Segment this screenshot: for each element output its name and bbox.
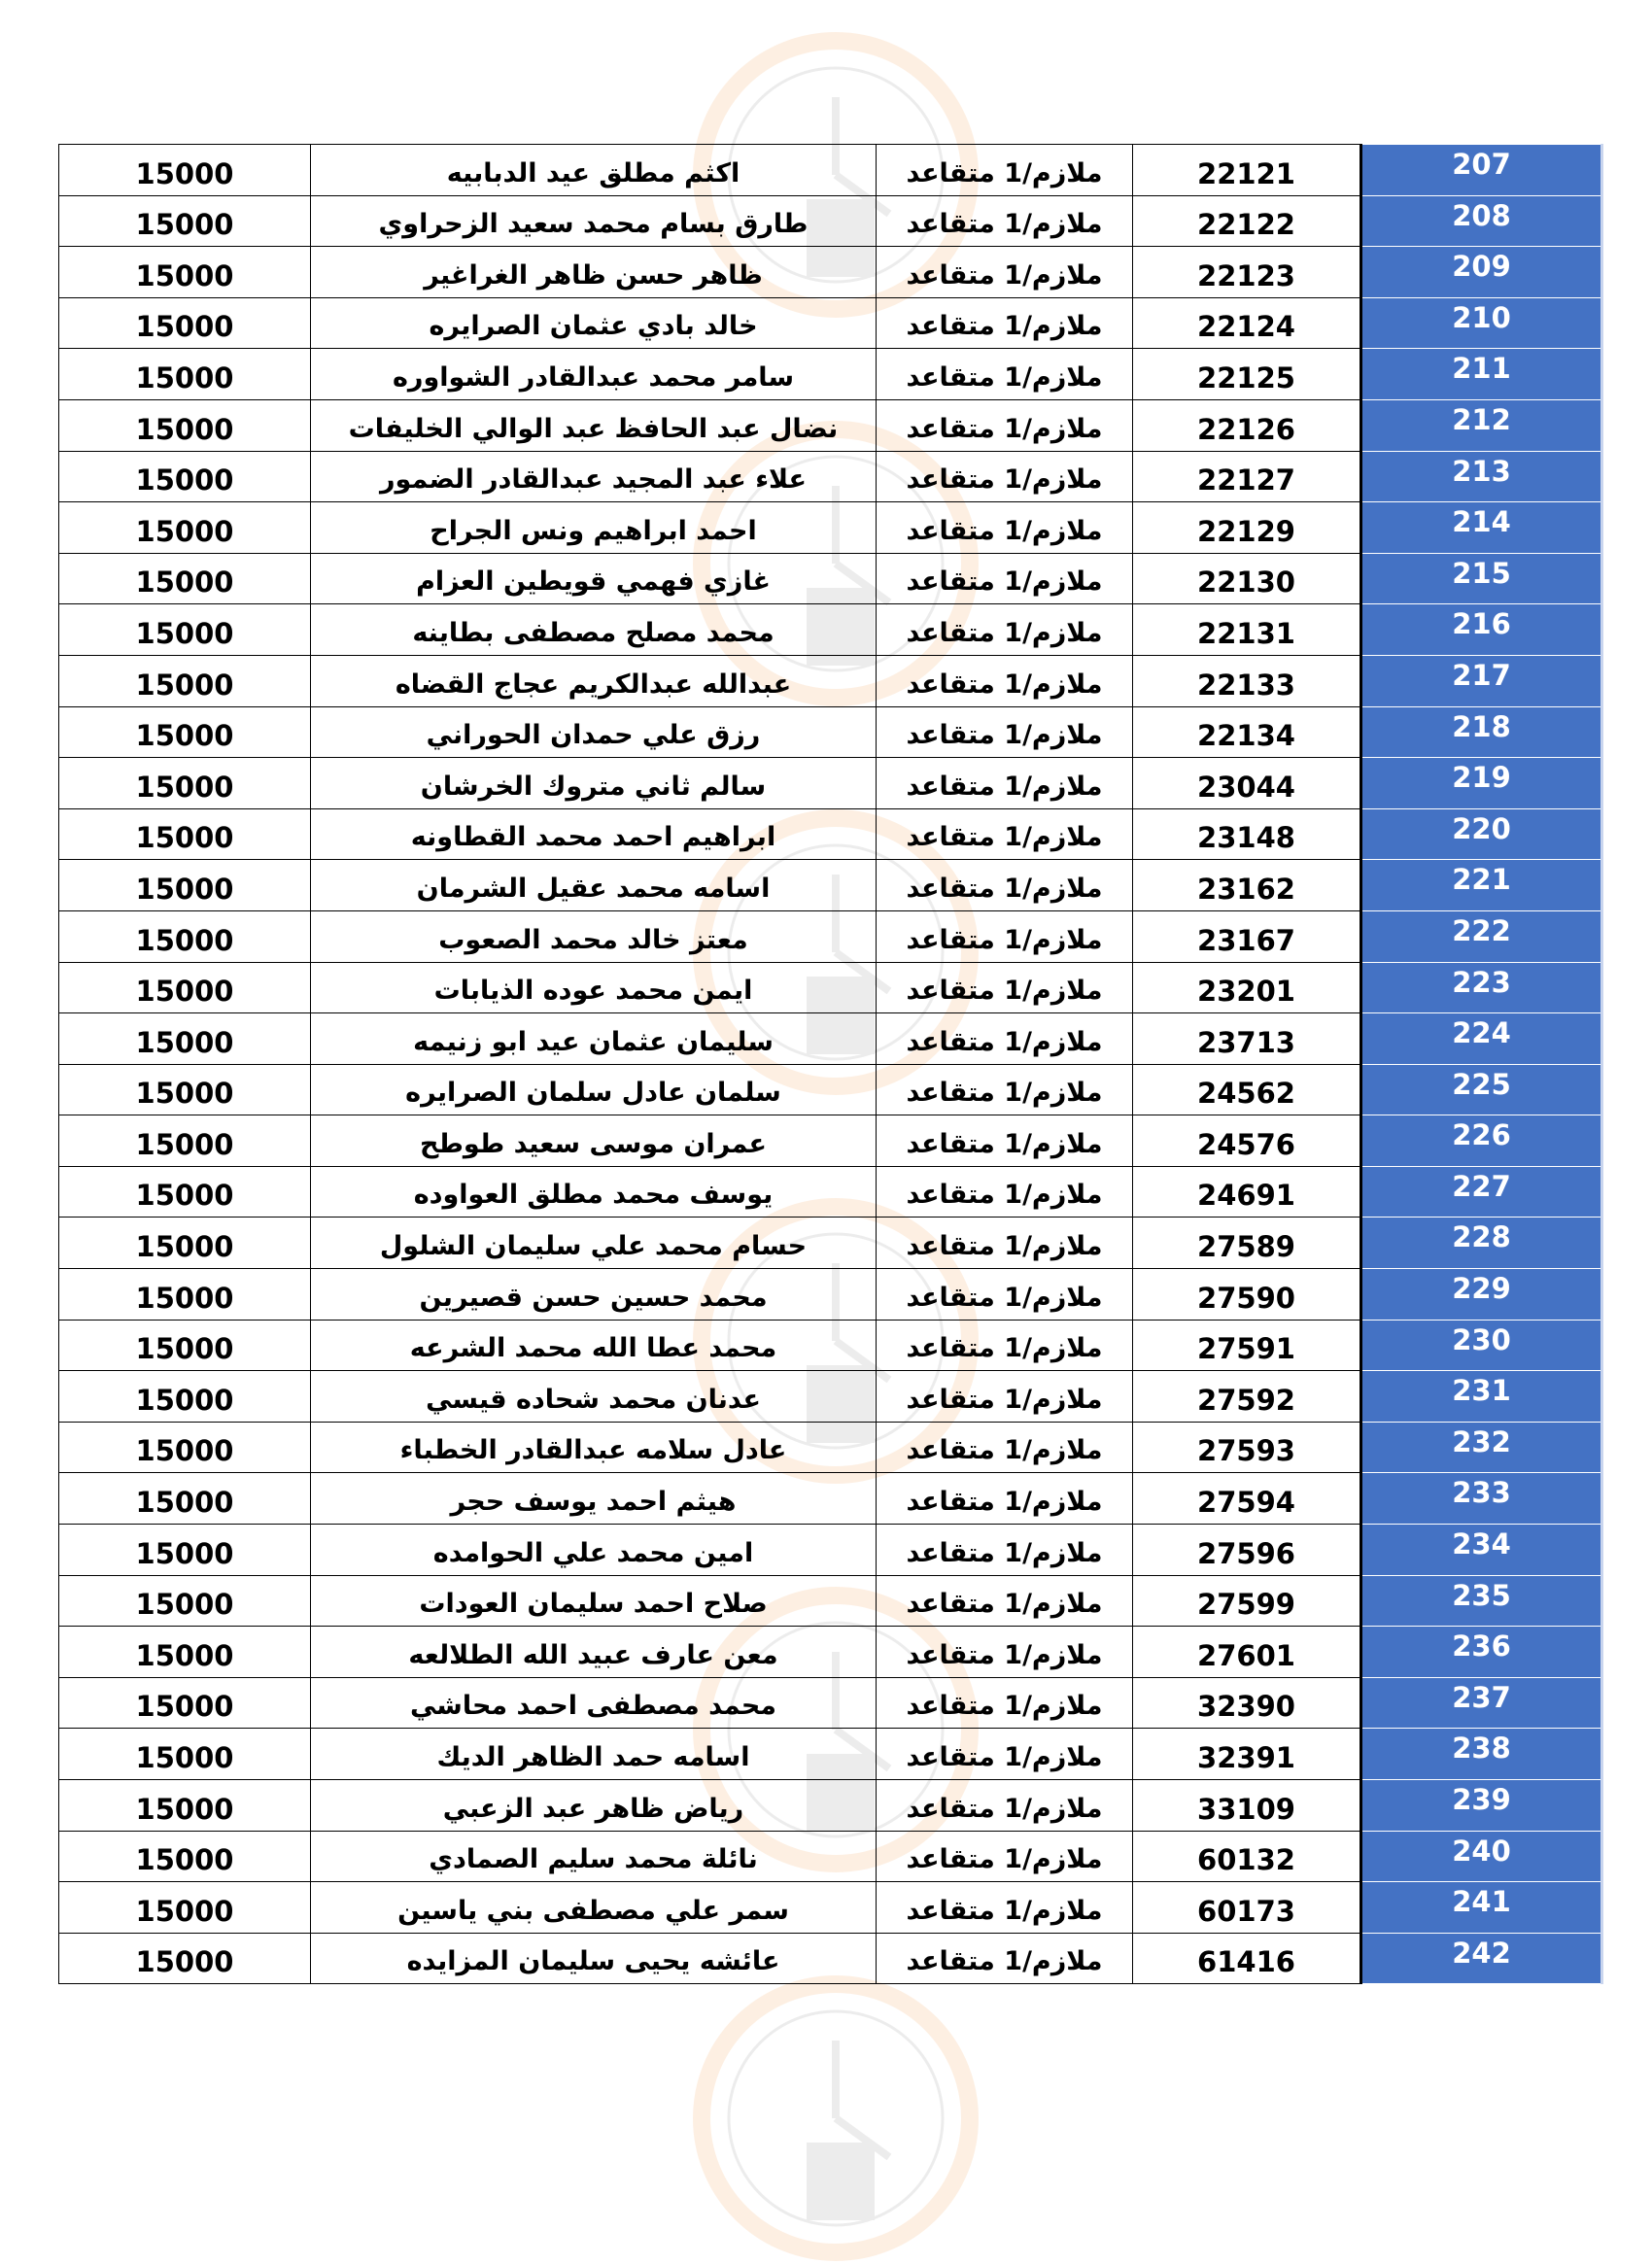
rank-cell: ملازم/1 متقاعد (877, 297, 1133, 349)
name-cell: سلمان عادل سلمان الصرايره (311, 1064, 877, 1115)
number-cell: 22131 (1133, 604, 1361, 656)
table-row (59, 1371, 1602, 1423)
name-cell: رزق علي حمدان الحوراني (311, 706, 877, 758)
rank-cell: ملازم/1 متقاعد (877, 247, 1133, 298)
amount-cell: 15000 (59, 1371, 311, 1423)
amount-cell: 15000 (59, 451, 311, 502)
amount-cell: 15000 (59, 1729, 311, 1780)
serial-cell: 226 (1361, 1115, 1602, 1167)
number-cell: 23162 (1133, 860, 1361, 911)
table-row (59, 1677, 1602, 1729)
rank-cell: ملازم/1 متقاعد (877, 1064, 1133, 1115)
amount-cell: 15000 (59, 1780, 311, 1832)
table-row (59, 195, 1602, 247)
name-cell: محمد حسين حسن قصيرين (311, 1269, 877, 1321)
number-cell: 23201 (1133, 962, 1361, 1013)
amount-cell: 15000 (59, 145, 311, 196)
watermark-clock-logo-icon (690, 1972, 981, 2264)
serial-cell: 224 (1361, 1013, 1602, 1065)
table-row (59, 451, 1602, 502)
amount-cell: 15000 (59, 1473, 311, 1525)
name-cell: معن عارف عبيد الله الطلالعه (311, 1627, 877, 1678)
number-cell: 24691 (1133, 1166, 1361, 1218)
serial-cell: 214 (1361, 502, 1602, 554)
table-row (59, 1729, 1602, 1780)
payment-table (58, 144, 1603, 1984)
rank-cell: ملازم/1 متقاعد (877, 1269, 1133, 1321)
number-cell: 27591 (1133, 1320, 1361, 1371)
table-row (59, 860, 1602, 911)
amount-cell: 15000 (59, 860, 311, 911)
table-row (59, 553, 1602, 604)
table-row (59, 1269, 1602, 1321)
rank-cell: ملازم/1 متقاعد (877, 604, 1133, 656)
serial-cell: 239 (1361, 1780, 1602, 1832)
serial-cell: 219 (1361, 758, 1602, 809)
serial-cell: 220 (1361, 808, 1602, 860)
name-cell: احمد ابراهيم ونس الجراح (311, 502, 877, 554)
number-cell: 22130 (1133, 553, 1361, 604)
number-cell: 22124 (1133, 297, 1361, 349)
table-row (59, 1473, 1602, 1525)
amount-cell: 15000 (59, 247, 311, 298)
number-cell: 23713 (1133, 1013, 1361, 1065)
rank-cell: ملازم/1 متقاعد (877, 1933, 1133, 1984)
serial-cell: 236 (1361, 1627, 1602, 1678)
number-cell: 23148 (1133, 808, 1361, 860)
rank-cell: ملازم/1 متقاعد (877, 1780, 1133, 1832)
table-row (59, 145, 1602, 196)
number-cell: 27599 (1133, 1575, 1361, 1627)
number-cell: 22123 (1133, 247, 1361, 298)
name-cell: سمر علي مصطفى بني ياسين (311, 1882, 877, 1934)
number-cell: 27596 (1133, 1525, 1361, 1576)
name-cell: خالد بادي عثمان الصرايره (311, 297, 877, 349)
number-cell: 27590 (1133, 1269, 1361, 1321)
serial-cell: 208 (1361, 195, 1602, 247)
number-cell: 22122 (1133, 195, 1361, 247)
serial-cell: 238 (1361, 1729, 1602, 1780)
rank-cell: ملازم/1 متقاعد (877, 1115, 1133, 1167)
amount-cell: 15000 (59, 1627, 311, 1678)
rank-cell: ملازم/1 متقاعد (877, 1882, 1133, 1934)
serial-cell: 235 (1361, 1575, 1602, 1627)
number-cell: 61416 (1133, 1933, 1361, 1984)
number-cell: 22134 (1133, 706, 1361, 758)
rank-cell: ملازم/1 متقاعد (877, 758, 1133, 809)
amount-cell: 15000 (59, 1677, 311, 1729)
rank-cell: ملازم/1 متقاعد (877, 1422, 1133, 1473)
serial-cell: 233 (1361, 1473, 1602, 1525)
rank-cell: ملازم/1 متقاعد (877, 910, 1133, 962)
name-cell: معتز خالد محمد الصعوب (311, 910, 877, 962)
name-cell: هيثم احمد يوسف حجر (311, 1473, 877, 1525)
number-cell: 27601 (1133, 1627, 1361, 1678)
number-cell: 23044 (1133, 758, 1361, 809)
name-cell: عائشه يحيى سليمان المزايده (311, 1933, 877, 1984)
serial-cell: 229 (1361, 1269, 1602, 1321)
serial-cell: 232 (1361, 1422, 1602, 1473)
rank-cell: ملازم/1 متقاعد (877, 553, 1133, 604)
amount-cell: 15000 (59, 1320, 311, 1371)
amount-cell: 15000 (59, 1115, 311, 1167)
amount-cell: 15000 (59, 195, 311, 247)
rank-cell: ملازم/1 متقاعد (877, 860, 1133, 911)
name-cell: اسامه حمد الظاهر الديك (311, 1729, 877, 1780)
table-row (59, 1013, 1602, 1065)
rank-cell: ملازم/1 متقاعد (877, 1166, 1133, 1218)
serial-cell: 217 (1361, 655, 1602, 706)
name-cell: عدنان محمد شحاده قيسي (311, 1371, 877, 1423)
number-cell: 24562 (1133, 1064, 1361, 1115)
name-cell: طارق بسام محمد سعيد الزحراوي (311, 195, 877, 247)
number-cell: 60173 (1133, 1882, 1361, 1934)
table-row (59, 808, 1602, 860)
number-cell: 60132 (1133, 1831, 1361, 1882)
rank-cell: ملازم/1 متقاعد (877, 1371, 1133, 1423)
rank-cell: ملازم/1 متقاعد (877, 145, 1133, 196)
table-row (59, 297, 1602, 349)
rank-cell: ملازم/1 متقاعد (877, 1677, 1133, 1729)
name-cell: اكثم مطلق عيد الدبابيه (311, 145, 877, 196)
name-cell: يوسف محمد مطلق العواوده (311, 1166, 877, 1218)
amount-cell: 15000 (59, 1422, 311, 1473)
name-cell: علاء عبد المجيد عبدالقادر الضمور (311, 451, 877, 502)
amount-cell: 15000 (59, 502, 311, 554)
table-row (59, 1882, 1602, 1934)
table-body (59, 145, 1602, 1984)
table-row (59, 706, 1602, 758)
table-row (59, 1525, 1602, 1576)
number-cell: 32390 (1133, 1677, 1361, 1729)
number-cell: 22133 (1133, 655, 1361, 706)
name-cell: ظاهر حسن ظاهر الغراغير (311, 247, 877, 298)
rank-cell: ملازم/1 متقاعد (877, 1575, 1133, 1627)
rank-cell: ملازم/1 متقاعد (877, 1525, 1133, 1576)
rank-cell: ملازم/1 متقاعد (877, 1320, 1133, 1371)
amount-cell: 15000 (59, 297, 311, 349)
table-row (59, 1115, 1602, 1167)
table-row (59, 910, 1602, 962)
name-cell: سالم ثاني متروك الخرشان (311, 758, 877, 809)
name-cell: سليمان عثمان عيد ابو زنيمه (311, 1013, 877, 1065)
name-cell: غازي فهمي قويطين العزام (311, 553, 877, 604)
name-cell: محمد عطا الله محمد الشرعه (311, 1320, 877, 1371)
rank-cell: ملازم/1 متقاعد (877, 349, 1133, 400)
amount-cell: 15000 (59, 1882, 311, 1934)
amount-cell: 15000 (59, 1933, 311, 1984)
serial-cell: 228 (1361, 1218, 1602, 1269)
serial-cell: 213 (1361, 451, 1602, 502)
number-cell: 32391 (1133, 1729, 1361, 1780)
number-cell: 22121 (1133, 145, 1361, 196)
table-row (59, 1831, 1602, 1882)
serial-cell: 210 (1361, 297, 1602, 349)
amount-cell: 15000 (59, 1064, 311, 1115)
serial-cell: 223 (1361, 962, 1602, 1013)
table-row (59, 1166, 1602, 1218)
amount-cell: 15000 (59, 399, 311, 451)
table-row (59, 1422, 1602, 1473)
rank-cell: ملازم/1 متقاعد (877, 451, 1133, 502)
name-cell: سامر محمد عبدالقادر الشواوره (311, 349, 877, 400)
serial-cell: 234 (1361, 1525, 1602, 1576)
name-cell: ابراهيم احمد محمد القطاونه (311, 808, 877, 860)
name-cell: عادل سلامه عبدالقادر الخطباء (311, 1422, 877, 1473)
rank-cell: ملازم/1 متقاعد (877, 706, 1133, 758)
amount-cell: 15000 (59, 553, 311, 604)
serial-cell: 242 (1361, 1933, 1602, 1984)
name-cell: اسامه محمد عقيل الشرمان (311, 860, 877, 911)
payment-list-sheet (58, 144, 1594, 1984)
serial-cell: 231 (1361, 1371, 1602, 1423)
amount-cell: 15000 (59, 1575, 311, 1627)
number-cell: 22127 (1133, 451, 1361, 502)
table-row (59, 1218, 1602, 1269)
rank-cell: ملازم/1 متقاعد (877, 1473, 1133, 1525)
serial-cell: 207 (1361, 145, 1602, 196)
rank-cell: ملازم/1 متقاعد (877, 1627, 1133, 1678)
name-cell: محمد مصطفى احمد محاشي (311, 1677, 877, 1729)
serial-cell: 215 (1361, 553, 1602, 604)
rank-cell: ملازم/1 متقاعد (877, 399, 1133, 451)
serial-cell: 237 (1361, 1677, 1602, 1729)
amount-cell: 15000 (59, 1525, 311, 1576)
name-cell: صلاح احمد سليمان العودات (311, 1575, 877, 1627)
table-row (59, 247, 1602, 298)
name-cell: عمران موسى سعيد طوطح (311, 1115, 877, 1167)
serial-cell: 222 (1361, 910, 1602, 962)
number-cell: 22129 (1133, 502, 1361, 554)
number-cell: 24576 (1133, 1115, 1361, 1167)
rank-cell: ملازم/1 متقاعد (877, 1729, 1133, 1780)
table-row (59, 655, 1602, 706)
serial-cell: 212 (1361, 399, 1602, 451)
table-row (59, 1575, 1602, 1627)
amount-cell: 15000 (59, 1218, 311, 1269)
amount-cell: 15000 (59, 1013, 311, 1065)
rank-cell: ملازم/1 متقاعد (877, 502, 1133, 554)
number-cell: 23167 (1133, 910, 1361, 962)
amount-cell: 15000 (59, 706, 311, 758)
name-cell: امين محمد علي الحوامده (311, 1525, 877, 1576)
serial-cell: 221 (1361, 860, 1602, 911)
rank-cell: ملازم/1 متقاعد (877, 195, 1133, 247)
serial-cell: 230 (1361, 1320, 1602, 1371)
name-cell: رياض ظاهر عبد الزعبي (311, 1780, 877, 1832)
name-cell: عبدالله عبدالكريم عجاج القضاه (311, 655, 877, 706)
rank-cell: ملازم/1 متقاعد (877, 655, 1133, 706)
number-cell: 27589 (1133, 1218, 1361, 1269)
amount-cell: 15000 (59, 962, 311, 1013)
number-cell: 27593 (1133, 1422, 1361, 1473)
amount-cell: 15000 (59, 349, 311, 400)
serial-cell: 241 (1361, 1882, 1602, 1934)
rank-cell: ملازم/1 متقاعد (877, 1831, 1133, 1882)
rank-cell: ملازم/1 متقاعد (877, 808, 1133, 860)
name-cell: ايمن محمد عوده الذيابات (311, 962, 877, 1013)
table-row (59, 1064, 1602, 1115)
serial-cell: 240 (1361, 1831, 1602, 1882)
amount-cell: 15000 (59, 655, 311, 706)
amount-cell: 15000 (59, 808, 311, 860)
name-cell: نضال عبد الحافظ عبد الوالي الخليفات (311, 399, 877, 451)
table-row (59, 1320, 1602, 1371)
table-row (59, 1780, 1602, 1832)
table-row (59, 604, 1602, 656)
number-cell: 27592 (1133, 1371, 1361, 1423)
name-cell: محمد مصلح مصطفى بطاينه (311, 604, 877, 656)
amount-cell: 15000 (59, 1831, 311, 1882)
serial-cell: 211 (1361, 349, 1602, 400)
amount-cell: 15000 (59, 1269, 311, 1321)
table-row (59, 962, 1602, 1013)
rank-cell: ملازم/1 متقاعد (877, 1218, 1133, 1269)
serial-cell: 227 (1361, 1166, 1602, 1218)
table-row (59, 1933, 1602, 1984)
amount-cell: 15000 (59, 910, 311, 962)
amount-cell: 15000 (59, 1166, 311, 1218)
number-cell: 27594 (1133, 1473, 1361, 1525)
table-row (59, 758, 1602, 809)
table-row (59, 349, 1602, 400)
serial-cell: 216 (1361, 604, 1602, 656)
amount-cell: 15000 (59, 758, 311, 809)
serial-cell: 218 (1361, 706, 1602, 758)
table-row (59, 399, 1602, 451)
table-row (59, 502, 1602, 554)
number-cell: 33109 (1133, 1780, 1361, 1832)
number-cell: 22126 (1133, 399, 1361, 451)
name-cell: حسام محمد علي سليمان الشلول (311, 1218, 877, 1269)
number-cell: 22125 (1133, 349, 1361, 400)
serial-cell: 209 (1361, 247, 1602, 298)
amount-cell: 15000 (59, 604, 311, 656)
table-row (59, 1627, 1602, 1678)
rank-cell: ملازم/1 متقاعد (877, 1013, 1133, 1065)
name-cell: نائلة محمد سليم الصمادي (311, 1831, 877, 1882)
rank-cell: ملازم/1 متقاعد (877, 962, 1133, 1013)
serial-cell: 225 (1361, 1064, 1602, 1115)
